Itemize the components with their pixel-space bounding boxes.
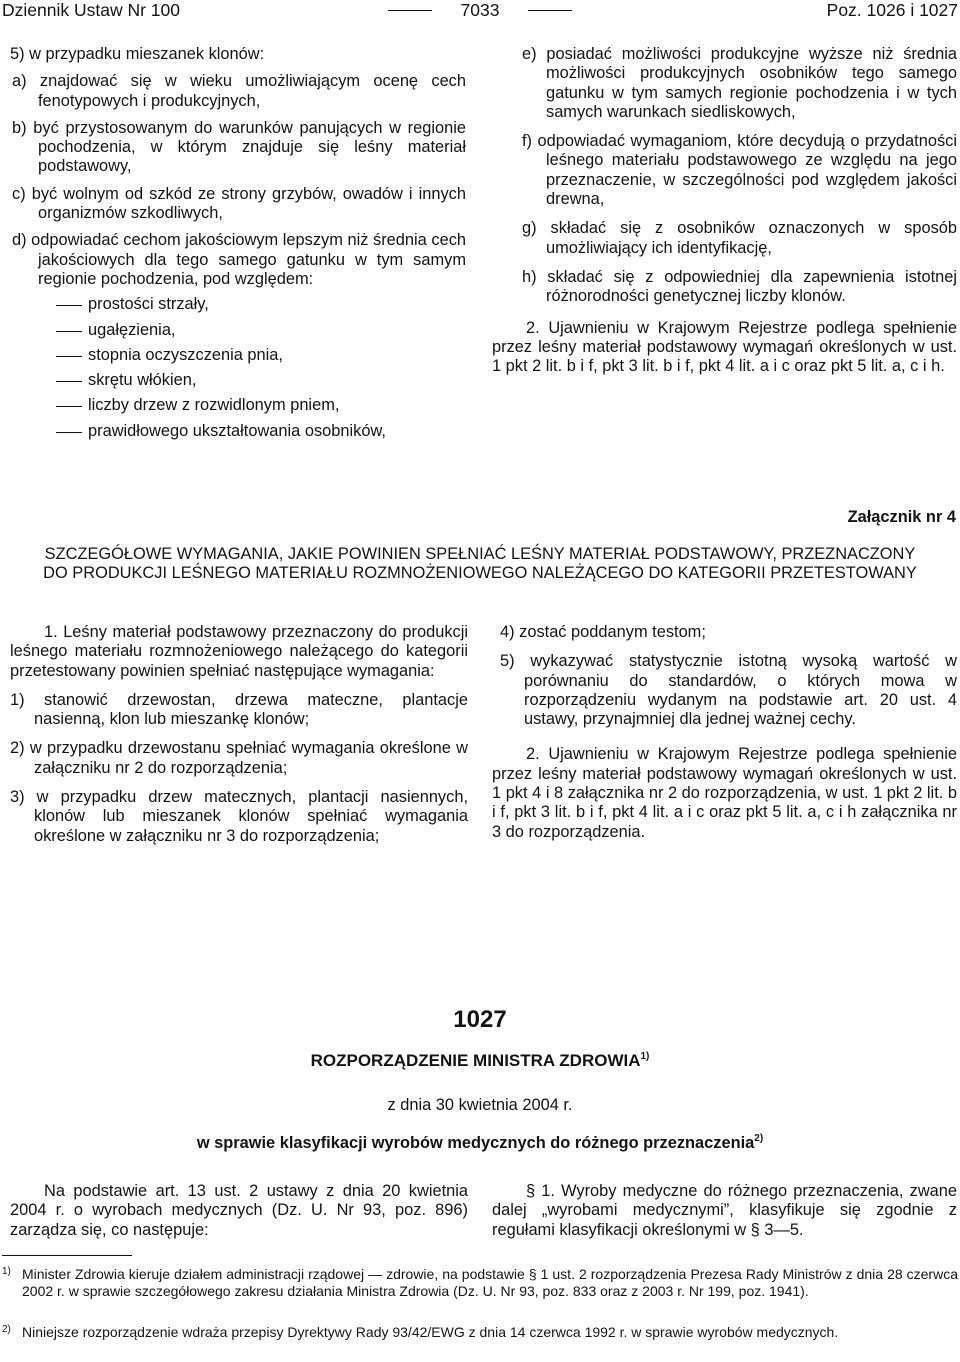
criterion-item: ugałęzienia,: [56, 321, 466, 340]
annex-paragraph-1: 1. Leśny materiał podstawowy przeznaczony do produkcji leśnego materiału rozmnożeniowego należącego do kategorii przetestowany powinien spełniać następujące wymagania:: [10, 623, 468, 680]
annex-item-4: 4) zostać poddanym testom;: [500, 623, 706, 641]
footnote-separator: [2, 1255, 132, 1256]
journal-title: Dziennik Ustaw Nr 100: [2, 0, 180, 20]
footnote-1: [2, 1266, 958, 1299]
item-5b: b) być przystosowanym do warunków panujących w regionie pochodzenia, w którym znajduje się leśny materiał podstawowy,: [12, 118, 466, 176]
criterion-item: prawidłowego ukształtowania osobników,: [56, 422, 466, 441]
footnote-2: [2, 1324, 958, 1341]
footnote-text: Minister Zdrowia kieruje działem administracji rządowej — zdrowie, na podstawie § 1 ust. 2 rozporządzenia Prezesa Rady Ministrów z dnia 28 czerwca 2002 r. w sprawie szczegółowego zakresu działania Ministra Zdrowia (Dz. U. Nr 93, poz. 833 oraz z 2003 r. Nr 199, poz. 1941).: [22, 1266, 958, 1299]
item-5d: d) odpowiadać cechom jakościowym lepszym niż średnia cech jakościowych dla tego samego gatunku w tym samym regionie pochodzenia, pod względem:: [12, 231, 466, 288]
annex-right-column: [492, 623, 957, 842]
item-5e: e) posiadać możliwości produkcyjne wyższe niż średnia możliwości produkcyjnych osobników tego samego gatunku w tym samych regionie pochodzenia i w tych samych warunkach siedliskowych,: [522, 45, 957, 121]
act-subject: [0, 1133, 960, 1153]
criterion-item: liczby drzew z rozwidlonym pniem,: [56, 396, 466, 415]
top-left-column: [10, 45, 466, 441]
annex-label: Załącznik nr 4: [847, 508, 956, 526]
top-right-column: [492, 45, 957, 376]
act-left-column: [10, 1182, 468, 1240]
act-number: 1027: [453, 1006, 507, 1033]
annex-left-column: [10, 623, 468, 846]
criterion-item: stopnia oczyszczenia pnia,: [56, 346, 466, 365]
act-title-footnote-ref: 1): [640, 1051, 650, 1062]
paragraph-2: 2. Ujawnieniu w Krajowym Rejestrze podlega spełnienie przez leśny materiał podstawowy wymagań określonych w ust. 1 pkt 2 lit. b i f, pkt 3 lit. b i f, pkt 4 lit. a i c oraz pkt 5 lit. a, c i h.: [492, 318, 957, 376]
act-title: [0, 1050, 960, 1072]
annex-item-2: 2) w przypadku drzewostanu spełniać wymagania określone w załączniku nr 2 do rozporządzenia;: [10, 739, 468, 777]
annex-item-5: 5) wykazywać statystycznie istotną wysoką wartość w porównaniu do standardów, o których mowa w rozporządzeniu wydanym na podstawie art. 20 ust. 4 ustawy, przynajmniej dla jednej ważnej cechy.: [500, 652, 957, 729]
criterion-item: prostości strzały,: [56, 295, 466, 314]
annex-item-1: 1) stanowić drzewostan, drzewa mateczne, plantacje nasienną, klon lub mieszankę klonów;: [10, 690, 468, 729]
running-header: [0, 0, 960, 24]
item-5f: f) odpowiadać wymaganiom, które decydują o przydatności leśnego materiału podstawowego ze względu na jego przeznaczenie, w szczególności pod względem jakości drewna,: [522, 132, 957, 209]
criterion-item: skrętu włókien,: [56, 371, 466, 390]
item-5a: a) znajdować się w wieku umożliwiającym ocenę cech fenotypowych i produkcyjnych,: [12, 72, 466, 110]
item-5c: c) być wolnym od szkód ze strony grzybów, owadów i innych organizmów szkodliwych,: [12, 184, 466, 223]
act-title-text: ROZPORZĄDZENIE MINISTRA ZDROWIA: [310, 1051, 641, 1070]
position-numbers: Poz. 1026 i 1027: [826, 0, 958, 20]
act-right-column: [492, 1182, 957, 1240]
act-date: z dnia 30 kwietnia 2004 r.: [387, 1096, 573, 1114]
footnote-text: Niniejsze rozporządzenie wdraża przepisy Dyrektywy Rady 93/42/EWG z dnia 14 czerwca 1992 r. w sprawie wyrobów medycznych.: [22, 1324, 839, 1340]
annex-title: SZCZEGÓŁOWE WYMAGANIA, JAKIE POWINIEN SPEŁNIAĆ LEŚNY MATERIAŁ PODSTAWOWY, PRZEZNACZONY DO PRODUKCJI LEŚNEGO MATERIAŁU ROZMNOŻENIOWEGO NALEŻĄCEGO DO KATEGORII PRZETESTOWANY: [43, 545, 917, 583]
paragraph-1: § 1. Wyroby medyczne do różnego przeznaczenia, zwane dalej „wyrobami medycznymi”, klasyfikuje się zgodnie z regułami klasyfikacji określonymi w § 3—5.: [492, 1182, 957, 1239]
legal-basis: Na podstawie art. 13 ust. 2 ustawy z dnia 20 kwietnia 2004 r. o wyrobach medycznych (Dz. U. Nr 93, poz. 896) zarządza się, co następuje:: [10, 1182, 468, 1239]
item-5-intro: 5) w przypadku mieszanek klonów:: [10, 45, 265, 63]
item-5g: g) składać się z osobników oznaczonych w sposób umożliwiający ich identyfikację,: [522, 219, 957, 257]
act-subject-text: w sprawie klasyfikacji wyrobów medycznych do różnego przeznaczenia: [196, 1134, 755, 1152]
page-number: 7033: [378, 0, 582, 21]
footnote-marker: 2): [2, 1324, 11, 1335]
item-5h: h) składać się z odpowiedniej dla zapewnienia istotnej różnorodności genetycznej liczby klonów.: [522, 267, 957, 306]
annex-item-3: 3) w przypadku drzew matecznych, plantacji nasiennych, klonów lub mieszanek klonów spełniać wymagania określone w załączniku nr 3 do rozporządzenia;: [10, 788, 468, 845]
annex-paragraph-2: 2. Ujawnieniu w Krajowym Rejestrze podlega spełnienie przez leśny materiał podstawowy wymagań określonych w ust. 1 pkt 4 i 8 załącznika nr 2 do rozporządzenia, w ust. 1 pkt 2 lit. b i f, pkt 3 lit. b i f, pkt 4 lit. a i c oraz pkt 5 lit. a, c i h załącznika nr 3 do rozporządzenia.: [492, 745, 957, 841]
footnote-marker: 1): [2, 1266, 11, 1277]
act-subject-footnote-ref: 2): [754, 1133, 764, 1144]
